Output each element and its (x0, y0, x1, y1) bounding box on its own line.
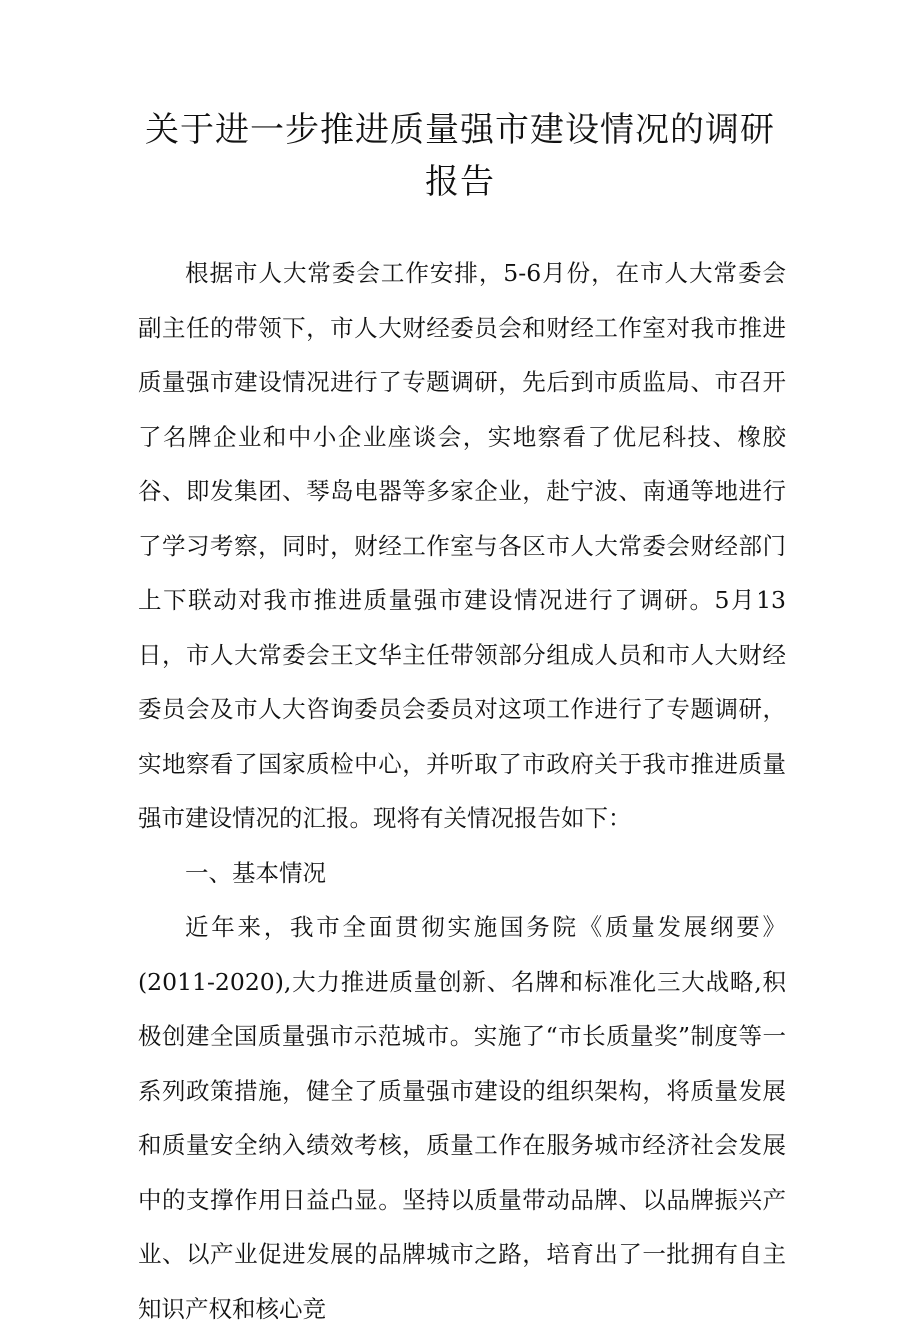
title-line-2: 报告 (425, 162, 495, 202)
intro-paragraph: 根据市人大常委会工作安排，5-6月份，在市人大常委会副主任的带领下，市人大财经委员会和财经工作室对我市推进质量强市建设情况进行了专题调研，先后到市质监局、市召开了名牌企业和中小企业座谈会，实地察看了优尼科技、橡胶谷、即发集团、琴岛电器等多家企业，赴宁波、南通等地进行了学习考察，同时，财经工作室与各区市人大常委会财经部门上下联动对我市推进质量强市建设情况进行了调研。5月13日，市人大常委会王文华主任带领部分组成人员和市人大财经委员会及市人大咨询委员会委员对这项工作进行了专题调研，实地察看了国家质检中心，并听取了市政府关于我市推进质量强市建设情况的汇报。现将有关情况报告如下： (138, 259, 786, 832)
basic-situation-paragraph: 近年来，我市全面贯彻实施国务院《质量发展纲要》(2011-2020),大力推进质量创新、名牌和标准化三大战略,积极创建全国质量强市示范城市。实施了“市长质量奖”制度等一系列政策措施，健全了质量强市建设的组织架构，将质量发展和质量安全纳入绩效考核，质量工作在服务城市经济社会发展中的支撑作用日益凸显。坚持以质量带动品牌、以品牌振兴产业、以产业促进发展的品牌城市之路，培育出了一批拥有自主知识产权和核心竞 (138, 913, 786, 1323)
section-heading-basic-situation: 一、基本情况 (185, 858, 326, 887)
document-body (138, 246, 786, 1336)
title-line-1: 关于进一步推进质量强市建设情况的调研 (145, 110, 775, 150)
document-title (130, 104, 790, 208)
